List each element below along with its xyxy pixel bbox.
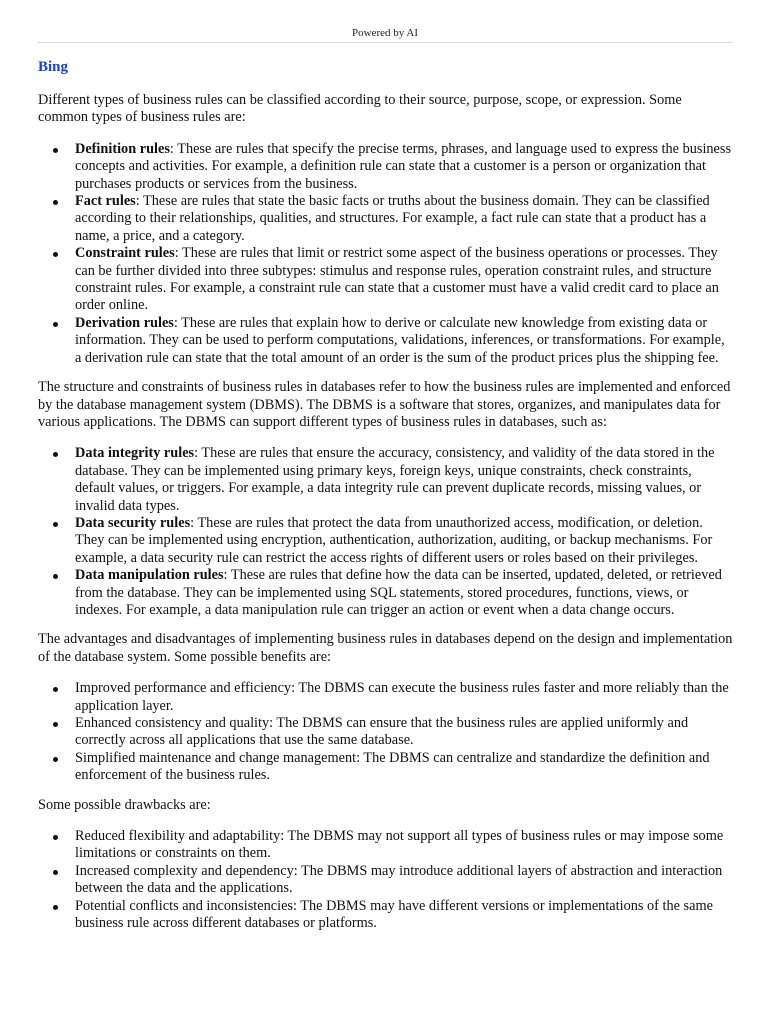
list-item-term: Data integrity rules <box>75 445 195 462</box>
list-item <box>75 141 734 193</box>
list-item: Simplified maintenance and change management: The DBMS can centralize and standardize the definition and enforcement of the business rules. <box>75 750 734 785</box>
list-item: Improved performance and efficiency: The DBMS can execute the business rules faster and more reliably than the application layer. <box>75 680 734 715</box>
document-body <box>38 56 734 932</box>
list-item-term: Data security rules <box>75 514 191 531</box>
list-item-term: Derivation rules <box>75 314 174 331</box>
list-item: Potential conflicts and inconsistencies: The DBMS may have different versions or implementations of the same business rule across different databases or platforms. <box>75 898 734 933</box>
db-rules-list <box>38 445 734 619</box>
powered-by-label: Powered by AI <box>352 27 418 39</box>
page-header <box>38 26 732 43</box>
list-item-desc: : These are rules that define how the data can be inserted, updated, deleted, or retrieved from the database. They can be implemented using SQL statements, stored procedures, functions, views, or indexes. For example, a data manipulation rule can trigger an action or event when a data change occurs. <box>75 567 722 618</box>
list-item-term: Fact rules <box>75 193 136 210</box>
advantages-paragraph: The advantages and disadvantages of implementing business rules in databases depend on the design and implementation of the database system. Some possible benefits are: <box>38 631 733 665</box>
list-item-term: Definition rules <box>75 140 170 157</box>
list-item-desc: : These are rules that state the basic facts or truths about the business domain. They can be classified according to their relationships, qualities, and structures. For example, a fact rule can state that a product has a name, a price, and a category. <box>75 193 710 244</box>
list-item-desc: : These are rules that ensure the accuracy, consistency, and validity of the data stored in the database. They can be implemented using primary keys, foreign keys, unique constraints, check constraints, default values, or triggers. For example, a data integrity rule can prevent duplicate records, missing values, or invalid data types. <box>75 445 715 514</box>
list-item: Increased complexity and dependency: The DBMS may introduce additional layers of abstraction and interaction between the data and the applications. <box>75 863 734 898</box>
structure-paragraph: The structure and constraints of business rules in databases refer to how the business rules are implemented and enforced by the database management system (DBMS). The DBMS is a software that stores, organizes, and manipulates data for various applications. The DBMS can support different types of business rules in databases, such as: <box>38 379 731 430</box>
list-item <box>75 445 734 515</box>
list-item <box>75 245 734 315</box>
list-item <box>75 315 734 367</box>
list-item-term: Data manipulation rules <box>75 567 224 584</box>
list-item <box>75 515 734 567</box>
list-item-desc: : These are rules that limit or restrict some aspect of the business operations or processes. They can be further divided into three subtypes: stimulus and response rules, operation constraint rules, and structure constraint rules. For example, a constraint rule can state that a customer must have a valid credit card to place an order online. <box>75 245 719 314</box>
list-item <box>75 567 734 619</box>
drawbacks-paragraph: Some possible drawbacks are: <box>38 796 211 813</box>
list-item: Reduced flexibility and adaptability: The DBMS may not support all types of business rules or may impose some limitations or constraints on them. <box>75 828 734 863</box>
rule-types-list <box>38 141 734 367</box>
source-title: Bing <box>38 59 69 75</box>
intro-paragraph: Different types of business rules can be classified according to their source, purpose, scope, or expression. Some common types of business rules are: <box>38 92 682 126</box>
drawbacks-list <box>38 828 734 932</box>
list-item-desc: : These are rules that protect the data from unauthorized access, modification, or deletion. They can be implemented using encryption, authentication, authorization, auditing, or backup mechanisms. For example, a data security rule can restrict the access rights of different users or roles based on their privileges. <box>75 514 713 566</box>
list-item-desc: : These are rules that explain how to derive or calculate new knowledge from existing data or information. They can be used to perform computations, validations, inferences, or transformations. For example, a derivation rule can state that the total amount of an order is the sum of the product prices plus the shipping fee. <box>75 314 725 366</box>
benefits-list <box>38 680 734 784</box>
list-item-desc: : These are rules that specify the precise terms, phrases, and language used to express the business concepts and activities. For example, a definition rule can state that a customer is a person or organization that purchases products or services from the business. <box>75 140 732 192</box>
list-item <box>75 193 734 245</box>
list-item-term: Constraint rules <box>75 245 175 262</box>
list-item: Enhanced consistency and quality: The DBMS can ensure that the business rules are applied uniformly and correctly across all applications that use the same database. <box>75 715 734 750</box>
